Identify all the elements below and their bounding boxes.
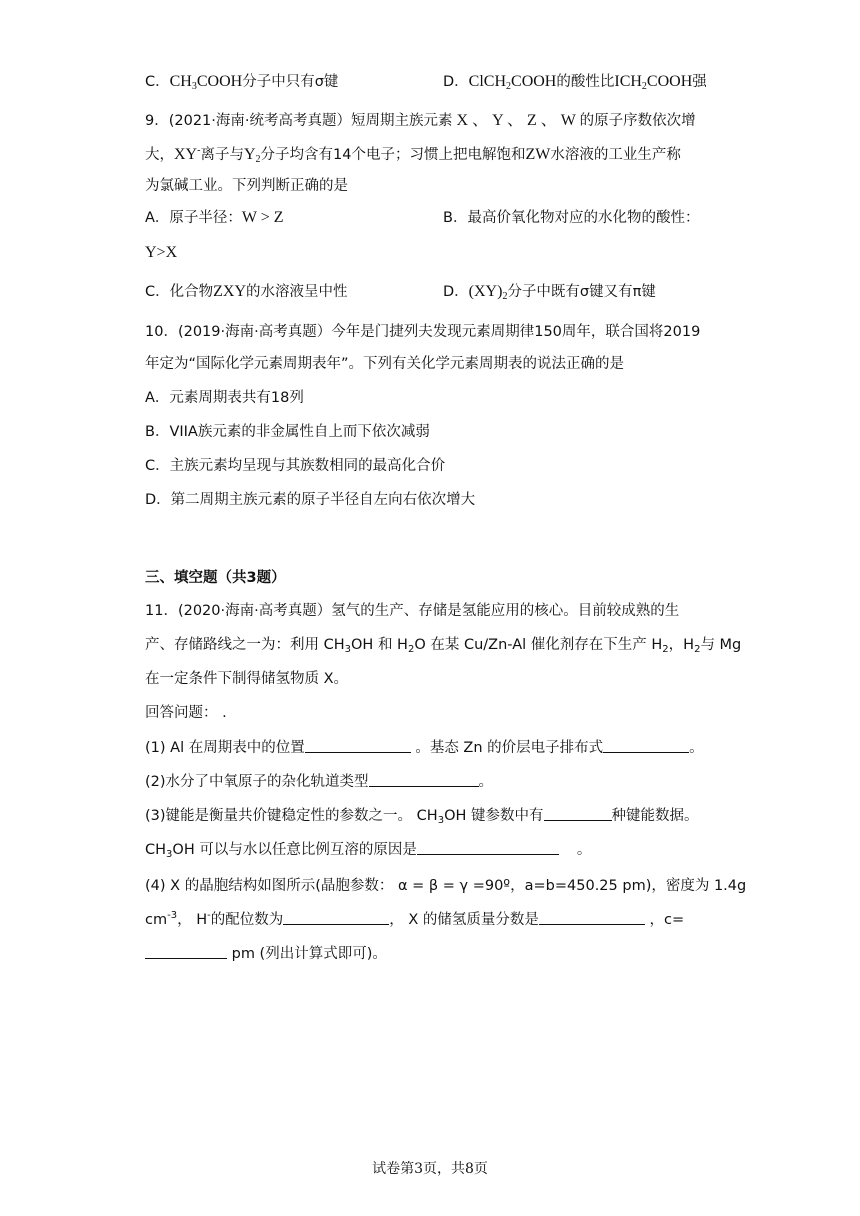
answer-blank[interactable] <box>283 910 389 925</box>
q11-part4-line3: pm (列出计算式即可)。 <box>145 944 725 964</box>
q11-part2: (2)水分了中氧原子的杂化轨道类型 。 <box>145 774 494 790</box>
q9-stem-line3: 为氯碱工业。下列判断正确的是 <box>145 178 348 194</box>
q10-option-b: B．VIIA族元素的非金属性自上而下依次减弱 <box>145 424 430 440</box>
answer-blank[interactable] <box>305 738 411 753</box>
answer-blank[interactable] <box>544 806 612 821</box>
q9-option-b: B．最高价氧化物对应的水化物的酸性： <box>443 210 700 226</box>
q10-stem-line1: 10．(2019·海南·高考真题）今年是门捷列夫发现元素周期律150周年，联合国将2019 <box>145 324 701 340</box>
q11-stem-line1: 11．(2020·海南·高考真题）氢气的生产、存储是氢能应用的核心。目前较成熟的生 <box>145 603 680 619</box>
q11-stem-line3: 在一定条件下制得储氢物质 X。 <box>145 671 349 687</box>
q11-part3-line2: $CH_3OH$ 可以与水以任意比例互溶的原因是 。 <box>145 842 592 860</box>
answer-blank[interactable] <box>539 910 645 925</box>
q11-part1: (1) Al 在周期表中的位置 。基态 Zn 的价层电子排布式 。 <box>145 740 704 756</box>
q9-stem-line2: 大，XY-离子与$Y_2$分子均含有14个电子；习惯上把电解饱和ZW水溶液的工业生产称 <box>145 145 681 165</box>
q9-option-b-cont: Y>X <box>145 244 178 261</box>
q11-part4-line2: $cm^{-3}$， H-的配位数为 ， X 的储氢质量分数是 ，c= <box>145 910 685 928</box>
q8-option-c: C．$CH_3COOH$分子中只有σ键 <box>145 73 339 92</box>
q9-option-d: D．$(XY)_2$分子中既有σ键又有π键 <box>443 283 656 302</box>
answer-blank[interactable] <box>603 738 689 753</box>
q11-part3-line1: (3)键能是衡量共价键稳定性的参数之一。 $CH_3OH$ 键参数中有 种键能数据。 <box>145 808 699 826</box>
q8-option-d: D．ClCH$_2$COOH的酸性比$ICH_2COOH$强 <box>443 73 707 92</box>
q11-stem-line2: 产、存储路线之一为：利用 $CH_3OH$ 和 $H_2O$ 在某 Cu/Zn-Al 催化剂存在下生产 $H_2$，$H_2$与 Mg <box>145 637 742 655</box>
page-footer: 试卷第3页，共8页 <box>372 1161 488 1177</box>
q10-option-a: A．元素周期表共有18列 <box>145 390 304 406</box>
q9-option-a: A．原子半径：W > Z <box>145 209 284 226</box>
q11-part4-line1: (4) X 的晶胞结构如图所示(晶胞参数： α = β = γ =90º，a=b=450.25 pm)，密度为 1.4g <box>145 878 747 894</box>
answer-blank[interactable] <box>145 944 227 959</box>
q10-option-d: D．第二周期主族元素的原子半径自左向右依次增大 <box>145 492 476 508</box>
q11-answer-prompt: 回答问题： . <box>145 705 227 721</box>
answer-blank[interactable] <box>369 772 479 787</box>
answer-blank[interactable] <box>417 840 559 855</box>
section-heading: 三、填空题（共3题） <box>145 570 286 586</box>
q9-stem-line1: 9．(2021·海南·统考高考真题）短周期主族元素 X 、 Y 、 Z 、 W 的原子序数依次增 <box>145 112 696 129</box>
q10-stem-line2: 年定为“国际化学元素周期表年”。下列有关化学元素周期表的说法正确的是 <box>145 356 625 372</box>
q10-option-c: C．主族元素均呈现与其族数相同的最高化合价 <box>145 458 446 474</box>
q9-option-c: C．化合物ZXY的水溶液呈中性 <box>145 283 348 300</box>
